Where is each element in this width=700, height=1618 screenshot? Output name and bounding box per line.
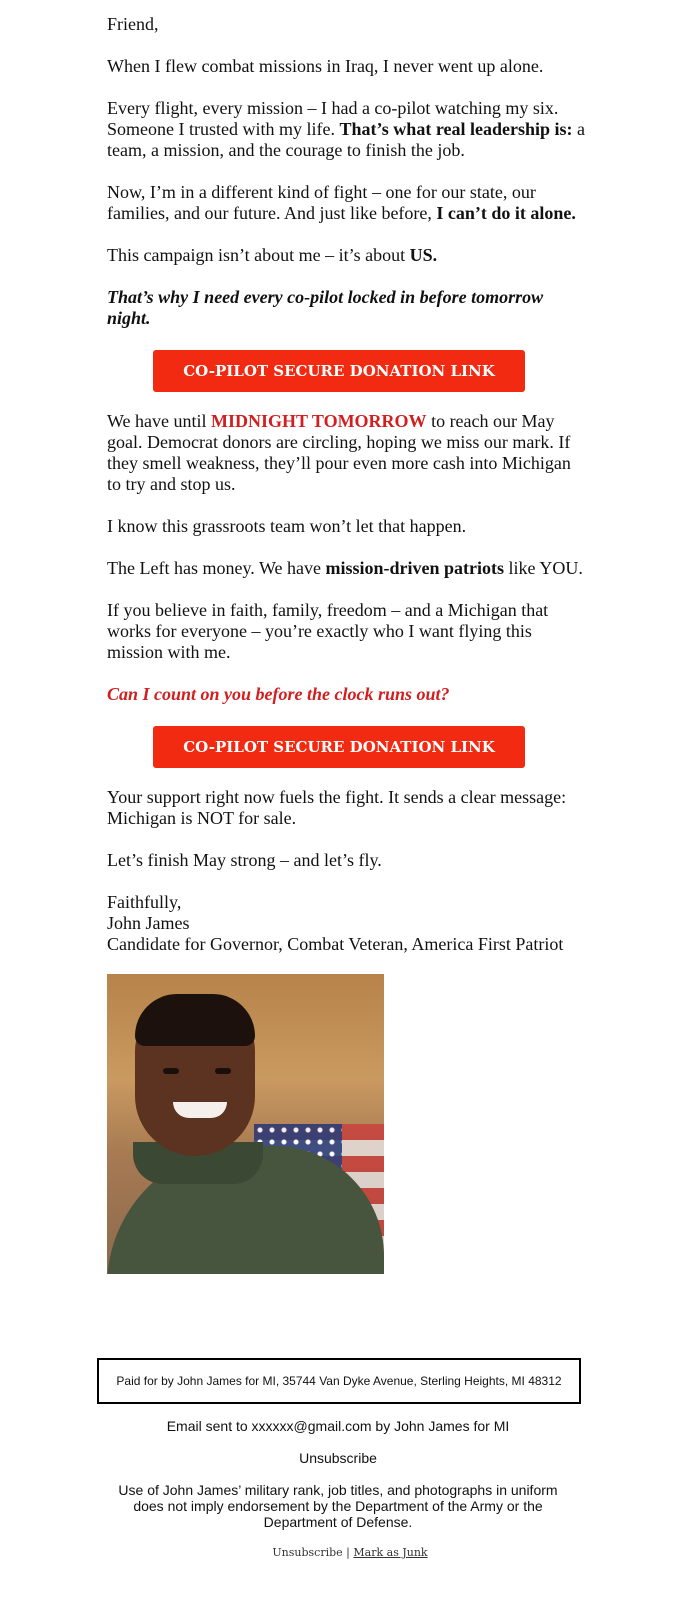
signer-name: John James [107, 913, 190, 933]
paragraph-2 [107, 98, 587, 161]
candidate-photo [107, 974, 384, 1274]
paid-for-text: Paid for by John James for MI, 35744 Van Dyke Avenue, Sterling Heights, MI 48312 [116, 1374, 562, 1388]
signer-title: Candidate for Governor, Combat Veteran, America First Patriot [107, 934, 564, 954]
right-eye [215, 1068, 231, 1074]
paragraph-9: If you believe in faith, family, freedom – and a Michigan that works for everyone – you’re exactly who I want flying this mission with me. [107, 600, 549, 662]
text-span: a team, a mission, and the courage to finish the job. [107, 119, 585, 160]
bold-text: That’s what real leadership is: [339, 119, 573, 139]
paragraph-7: I know this grassroots team won’t let that happen. [107, 516, 467, 536]
text-span: Now, I’m in a different kind of fight – one for our state, our families, and our future. And just like before, [107, 182, 536, 223]
bold-italic-text: That’s why I need every co-pilot locked in before tomorrow night. [107, 287, 544, 328]
text-span: We have until [107, 411, 212, 431]
paid-for-box [97, 1358, 581, 1404]
text-span: like YOU. [504, 558, 583, 578]
footer [106, 1418, 570, 1530]
disclaimer: Use of John James’ military rank, job titles, and photographs in uniform does not imply endorsement by the Department of the Army or the Department of Defense. [118, 1482, 558, 1530]
paragraph-5 [107, 287, 587, 329]
paragraph-1: When I flew combat missions in Iraq, I never went up alone. [107, 56, 544, 76]
signoff: Faithfully, [107, 892, 182, 912]
signature [107, 892, 587, 955]
text-span: The Left has money. We have [107, 558, 326, 578]
paragraph-6 [107, 411, 587, 495]
donation-button-2[interactable]: CO-PILOT SECURE DONATION LINK [153, 726, 525, 768]
paragraph-3 [107, 182, 587, 224]
paragraph-10 [107, 684, 587, 705]
donation-button[interactable]: CO-PILOT SECURE DONATION LINK [153, 350, 525, 392]
text-span: Every flight, every mission – I had a co-pilot watching my six. Someone I trusted with my life. [107, 98, 559, 139]
paragraph-11: Your support right now fuels the fight. It sends a clear message: Michigan is NOT for sale. [107, 787, 567, 828]
bold-text: mission-driven patriots [325, 558, 504, 578]
unsubscribe-link[interactable]: Unsubscribe [299, 1450, 377, 1466]
greeting: Friend, [107, 14, 159, 34]
paragraph-4 [107, 245, 587, 266]
sent-to: Email sent to xxxxxx@gmail.com by John James for MI [166, 1418, 510, 1434]
bold-text: I can’t do it alone. [436, 203, 576, 223]
left-eye [163, 1068, 179, 1074]
deadline-text: MIDNIGHT TOMORROW [211, 411, 427, 431]
small-unsubscribe-link[interactable]: Unsubscribe [272, 1546, 343, 1559]
footer-links [0, 1546, 700, 1559]
email-body [107, 14, 587, 1274]
text-span: to reach our May goal. Democrat donors are circling, hoping we miss our mark. If they smell weakness, they’ll pour even more cash into Michigan to try and stop us. [107, 411, 571, 494]
text-span: This campaign isn’t about me – it’s about [107, 245, 410, 265]
hair [135, 994, 255, 1046]
paragraph-8 [107, 558, 587, 579]
smile [173, 1102, 227, 1118]
paragraph-12: Let’s finish May strong – and let’s fly. [107, 850, 382, 870]
separator: | [346, 1546, 350, 1559]
bold-italic-red-text: Can I count on you before the clock runs out? [107, 684, 450, 704]
bold-text: US. [409, 245, 438, 265]
mark-as-junk-link[interactable]: Mark as Junk [353, 1546, 428, 1559]
